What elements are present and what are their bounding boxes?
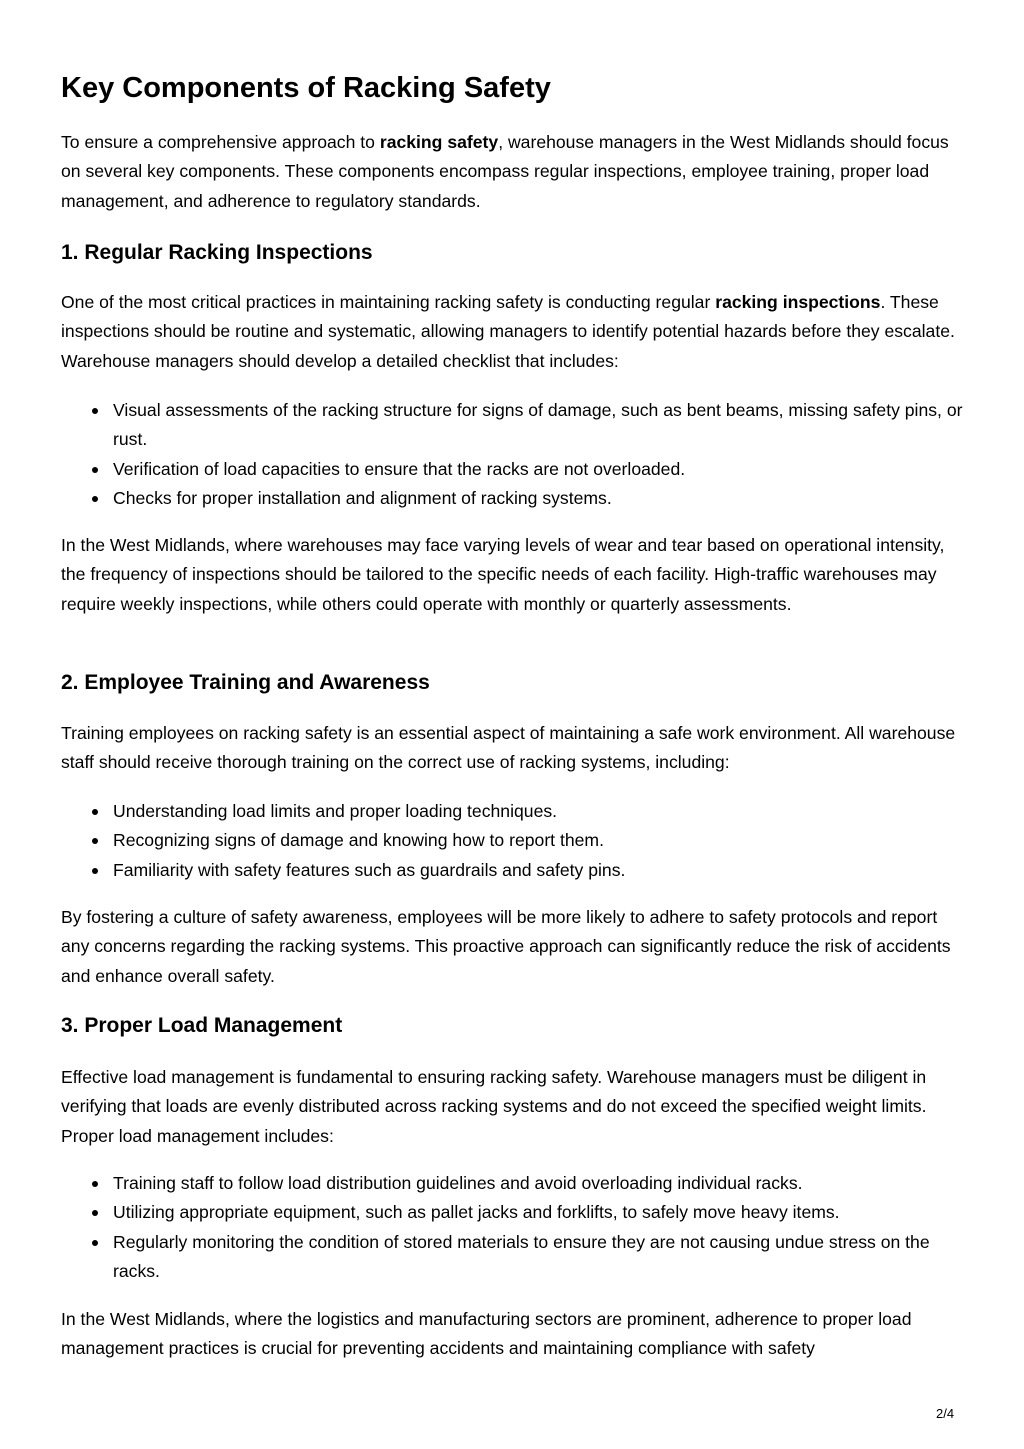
section-2-list [61,797,966,885]
list-item: Training staff to follow load distribution guidelines and avoid overloading individual racks. [113,1169,966,1198]
list-item: Visual assessments of the racking structure for signs of damage, such as bent beams, missing safety pins, or rust. [113,396,966,455]
section-1-text-start: One of the most critical practices in maintaining racking safety is conducting regular [61,292,716,312]
intro-text-start: To ensure a comprehensive approach to [61,132,380,152]
page-number: 2/4 [936,1406,955,1421]
page-heading: Key Components of Racking Safety [61,72,551,104]
intro-paragraph [61,128,966,216]
section-3-paragraph-1: Effective load management is fundamental to ensuring racking safety. Warehouse managers must be diligent in verifying that loads are evenly distributed across racking systems and do not exceed the specified weight limits. Proper load management includes: [61,1067,927,1146]
section-2-title: 2. Employee Training and Awareness [61,671,430,694]
section-3-paragraph-2: In the West Midlands, where the logistics and manufacturing sectors are prominent, adherence to proper load management practices is crucial for preventing accidents and maintaining compliance with safety [61,1309,912,1359]
list-item: Recognizing signs of damage and knowing how to report them. [113,826,966,855]
section-3-list [61,1169,966,1286]
section-1-paragraph-2: In the West Midlands, where warehouses may face varying levels of wear and tear based on operational intensity, the frequency of inspections should be tailored to the specific needs of each facility. High-traffic warehouses may require weekly inspections, while others could operate with monthly or quarterly assessments. [61,535,945,614]
section-1-paragraph-1 [61,288,966,376]
section-1-title: 1. Regular Racking Inspections [61,241,373,264]
list-item: Utilizing appropriate equipment, such as pallet jacks and forklifts, to safely move heavy items. [113,1198,966,1227]
intro-bold-term: racking safety [379,132,499,152]
section-1-list [61,396,966,513]
section-3-title: 3. Proper Load Management [61,1014,343,1037]
section-1-bold-term: racking inspections [715,292,881,312]
section-2-paragraph-2: By fostering a culture of safety awareness, employees will be more likely to adhere to safety protocols and report any concerns regarding the racking systems. This proactive approach can significantly reduce the risk of accidents and enhance overall safety. [61,907,951,986]
list-item: Verification of load capacities to ensure that the racks are not overloaded. [113,455,966,484]
intro-text-end: , warehouse managers in the West Midlands should focus on several key components. These components encompass regular inspections, employee training, proper load management, and adherence to regulatory standards. [61,132,949,211]
list-item: Regularly monitoring the condition of stored materials to ensure they are not causing undue stress on the racks. [113,1228,966,1287]
list-item: Checks for proper installation and alignment of racking systems. [113,484,966,513]
section-2-paragraph-1: Training employees on racking safety is an essential aspect of maintaining a safe work environment. All warehouse staff should receive thorough training on the correct use of racking systems, including: [61,723,956,773]
list-item: Understanding load limits and proper loading techniques. [113,797,966,826]
section-1-text-end: . These inspections should be routine and systematic, allowing managers to identify potential hazards before they escalate. Warehouse managers should develop a detailed checklist that includes: [61,292,955,371]
list-item: Familiarity with safety features such as guardrails and safety pins. [113,856,966,885]
